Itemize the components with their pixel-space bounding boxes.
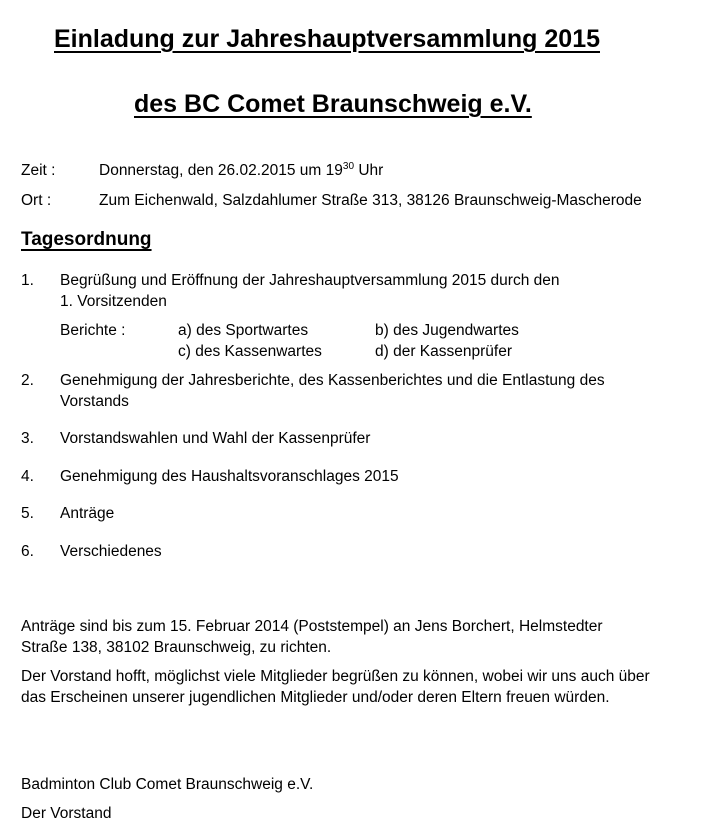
agenda-item-2-text-cont: Vorstands bbox=[60, 393, 129, 410]
agenda-item-4-number: 4. bbox=[21, 468, 34, 485]
agenda-item-1-text: Begrüßung und Eröffnung der Jahreshauptversammlung 2015 durch den bbox=[60, 272, 560, 289]
zeit-minutes: 30 bbox=[342, 161, 355, 172]
zeit-value bbox=[99, 160, 383, 181]
reports-label: Berichte : bbox=[60, 322, 126, 339]
signature-board: Der Vorstand bbox=[21, 805, 112, 822]
zeit-label: Zeit : bbox=[21, 162, 56, 179]
zeit-date: Donnerstag, den 26.02.2015 um 19 bbox=[99, 162, 343, 179]
signature-club: Badminton Club Comet Braunschweig e.V. bbox=[21, 776, 314, 793]
ort-label: Ort : bbox=[21, 192, 52, 209]
agenda-item-3-text: Vorstandswahlen und Wahl der Kassenprüfer bbox=[60, 430, 371, 447]
agenda-item-2-text: Genehmigung der Jahresberichte, des Kassenberichtes und die Entlastung des bbox=[60, 372, 605, 389]
page-subtitle: des BC Comet Braunschweig e.V. bbox=[134, 90, 532, 118]
motions-note-cont: Straße 138, 38102 Braunschweig, zu richten. bbox=[21, 639, 332, 656]
agenda-item-5-text: Anträge bbox=[60, 505, 115, 522]
agenda-item-1-text-cont: 1. Vorsitzenden bbox=[60, 293, 167, 310]
agenda-heading: Tagesordnung bbox=[21, 229, 152, 250]
report-b: b) des Jugendwartes bbox=[375, 322, 519, 339]
agenda-item-6-text: Verschiedenes bbox=[60, 543, 162, 560]
page-title: Einladung zur Jahreshauptversammlung 2015 bbox=[54, 25, 600, 53]
agenda-item-4-text: Genehmigung des Haushaltsvoranschlages 2015 bbox=[60, 468, 399, 485]
agenda-item-3-number: 3. bbox=[21, 430, 34, 447]
report-a: a) des Sportwartes bbox=[178, 322, 309, 339]
board-note-cont: das Erscheinen unserer jugendlichen Mitglieder und/oder deren Eltern freuen würden. bbox=[21, 689, 610, 706]
agenda-item-1-number: 1. bbox=[21, 272, 34, 289]
report-d: d) der Kassenprüfer bbox=[375, 343, 512, 360]
motions-note: Anträge sind bis zum 15. Februar 2014 (Poststempel) an Jens Borchert, Helmstedter bbox=[21, 618, 603, 635]
board-note: Der Vorstand hofft, möglichst viele Mitglieder begrüßen zu können, wobei wir uns auch über bbox=[21, 668, 650, 685]
ort-value: Zum Eichenwald, Salzdahlumer Straße 313, 38126 Braunschweig-Mascherode bbox=[99, 192, 642, 209]
agenda-item-2-number: 2. bbox=[21, 372, 34, 389]
agenda-item-5-number: 5. bbox=[21, 505, 34, 522]
zeit-suffix: Uhr bbox=[354, 162, 384, 179]
report-c: c) des Kassenwartes bbox=[178, 343, 322, 360]
agenda-item-6-number: 6. bbox=[21, 543, 34, 560]
